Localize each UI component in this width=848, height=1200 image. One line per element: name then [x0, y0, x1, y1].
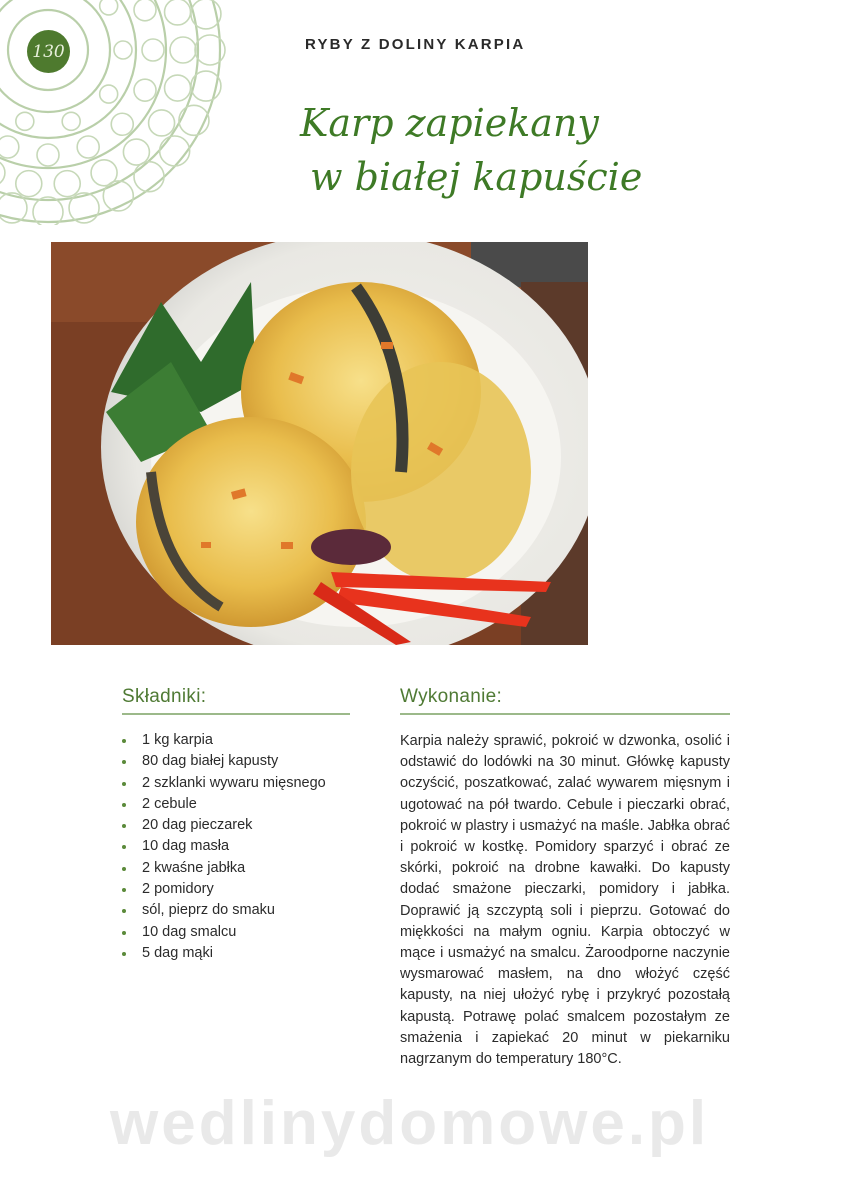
method-text: Karpia należy sprawić, pokroić w dzwonka, osolić i odstawić do lodówki na 30 minut. Główkę kapusty oczyścić, poszatkować, zalać wywarem mięsnym i ugotować na pół twardo. Cebule i pieczarki obrać, pokroić w plastry i usmażyć na maśle. Jabłka obrać i pokroić w kostkę. Pomidory sparzyć i obrać ze skórki, pokroić na drobne kawałki. Do kapusty dodać smażone pieczarki, pomidory i jabłka. Doprawić ją szczyptą soli i pieprzu. Gotować do miękkości na małym ogniu. Karpia obtoczyć w mące i usmażyć na smalcu. Żaroodporne naczynie wysmarować masłem, na dno włożyć część kapusty, na niej ułożyć rybę i przykryć pozostałą kapustą. Potrawę polać smalcem pozostałym ze smażenia i zapiekać 20 minut w piekarniku nagrzanym do temperatury 180°C.	[400, 733, 730, 1068]
baked-carp-cabbage-photo-icon	[51, 242, 588, 645]
ingredient-item: 80 dag białej kapusty	[122, 751, 326, 772]
method-rule	[400, 713, 730, 715]
ingredients-list	[122, 730, 326, 964]
ingredient-item: 2 kwaśne jabłka	[122, 858, 326, 879]
ingredients-rule	[122, 713, 350, 715]
ingredient-item: 5 dag mąki	[122, 943, 326, 964]
ingredient-item: 10 dag masła	[122, 836, 326, 857]
ingredient-item: 2 cebule	[122, 794, 326, 815]
recipe-title-line2: w białej kapuście	[310, 155, 643, 199]
ingredient-item: 2 szklanki wywaru mięsnego	[122, 773, 326, 794]
ingredient-item: 20 dag pieczarek	[122, 815, 326, 836]
watermark: wedlinydomowe.pl	[110, 1089, 710, 1158]
page-number: 130	[27, 30, 70, 73]
ingredients-heading: Składniki:	[122, 686, 207, 707]
ingredient-item: 1 kg karpia	[122, 730, 326, 751]
ingredient-item: 10 dag smalcu	[122, 922, 326, 943]
method-heading: Wykonanie:	[400, 686, 503, 707]
recipe-title-line1: Karp zapiekany	[300, 101, 599, 145]
ingredient-item: sól, pieprz do smaku	[122, 900, 326, 921]
recipe-title	[300, 96, 660, 204]
ingredient-item: 2 pomidory	[122, 879, 326, 900]
dish-photo	[51, 242, 588, 645]
running-head: RYBY Z DOLINY KARPIA	[305, 36, 526, 53]
